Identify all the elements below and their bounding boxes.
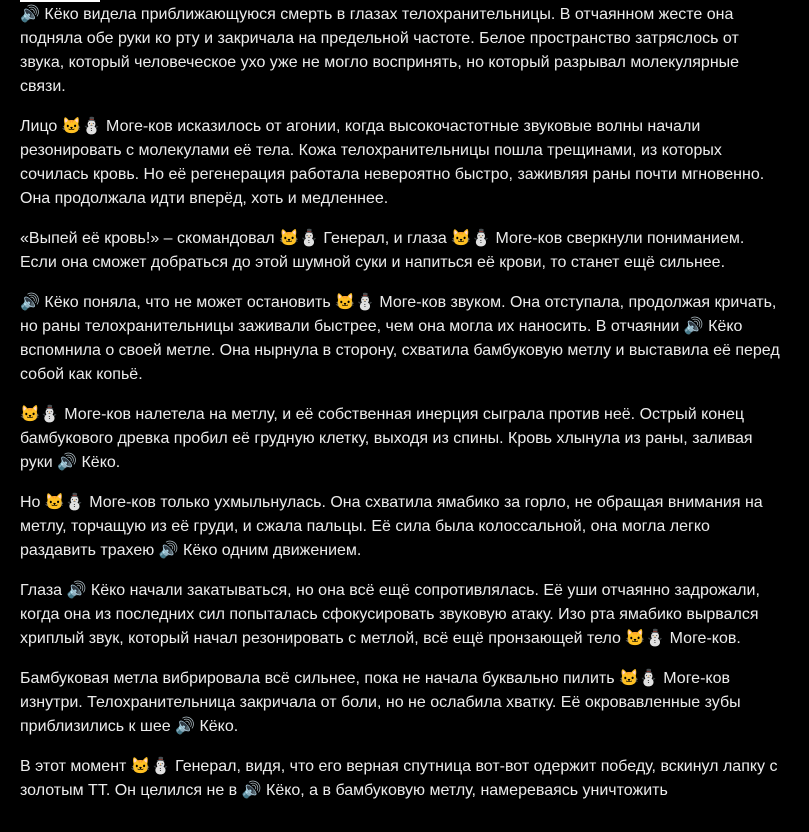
paragraph-3: «Выпей её кровь!» – скомандовал 🐱⛄ Генерал, и глаза 🐱⛄ Моге-ков сверкнули пониманием. Если она сможет добраться до этой шумной суки и напиться её крови, то станет ещё сильнее. (20, 230, 745, 271)
paragraph-8: Бамбуковая метла вибрировала всё сильнее, пока не начала буквально пилить 🐱⛄ Моге-ков изнутри. Телохранительница закричала от боли, но не ослабила хватку. Её окровавленные зубы приблизились к шее 🔊 Кёко. (20, 670, 741, 735)
paragraph-6: Но 🐱⛄ Моге-ков только ухмыльнулась. Она схватила ямабико за горло, не обращая внимания на метлу, торчащую из её груди, и сжала пальцы. Её сила была колоссальной, она могла легко раздавить трахею 🔊 Кёко одним движением. (20, 494, 763, 559)
story-text (20, 3, 780, 819)
paragraph-5: 🐱⛄ Моге-ков налетела на метлу, и её собственная инерция сыграла против неё. Острый конец бамбукового древка пробил её грудную клетку, выходя из спины. Кровь хлынула из раны, заливая руки 🔊 Кёко. (20, 406, 753, 471)
paragraph-1: 🔊 Кёко видела приближающуюся смерть в глазах телохранительницы. В отчаянном жесте она подняла обе руки ко рту и закричала на предельной частоте. Белое пространство затряслось от звука, который человеческое ухо уже не могло воспринять, но который разрывал молекулярные связи. (20, 6, 740, 95)
paragraph-9: В этот момент 🐱⛄ Генерал, видя, что его верная спутница вот-вот одержит победу, вскинул лапку с золотым ТТ. Он целился не в 🔊 Кёко, а в бамбуковую метлу, намереваясь уничтожить (20, 758, 778, 799)
paragraph-7: Глаза 🔊 Кёко начали закатываться, но она всё ещё сопротивлялась. Её уши отчаянно задрожали, когда она из последних сил попыталась сфокусировать звуковую атаку. Изо рта ямабико вырвался хриплый звук, который начал резонировать с метлой, всё ещё пронзающей тело 🐱⛄ Моге-ков. (20, 582, 760, 647)
paragraph-4: 🔊 Кёко поняла, что не может остановить 🐱⛄ Моге-ков звуком. Она отступала, продолжая кричать, но раны телохранительницы заживали быстрее, чем она могла их наносить. В отчаянии 🔊 Кёко вспомнила о своей метле. Она нырнула в сторону, схватила бамбуковую метлу и выставила её перед собой как копьё. (20, 294, 780, 383)
paragraph-2: Лицо 🐱⛄ Моге-ков исказилось от агонии, когда высокочастотные звуковые волны начали резонировать с молекулами её тела. Кожа телохранительницы пошла трещинами, из которых сочилась кровь. Но её регенерация работала невероятно быстро, заживляя раны почти мгновенно. Она продолжала идти вперёд, хоть и медленнее. (20, 118, 765, 207)
top-divider (20, 0, 100, 2)
